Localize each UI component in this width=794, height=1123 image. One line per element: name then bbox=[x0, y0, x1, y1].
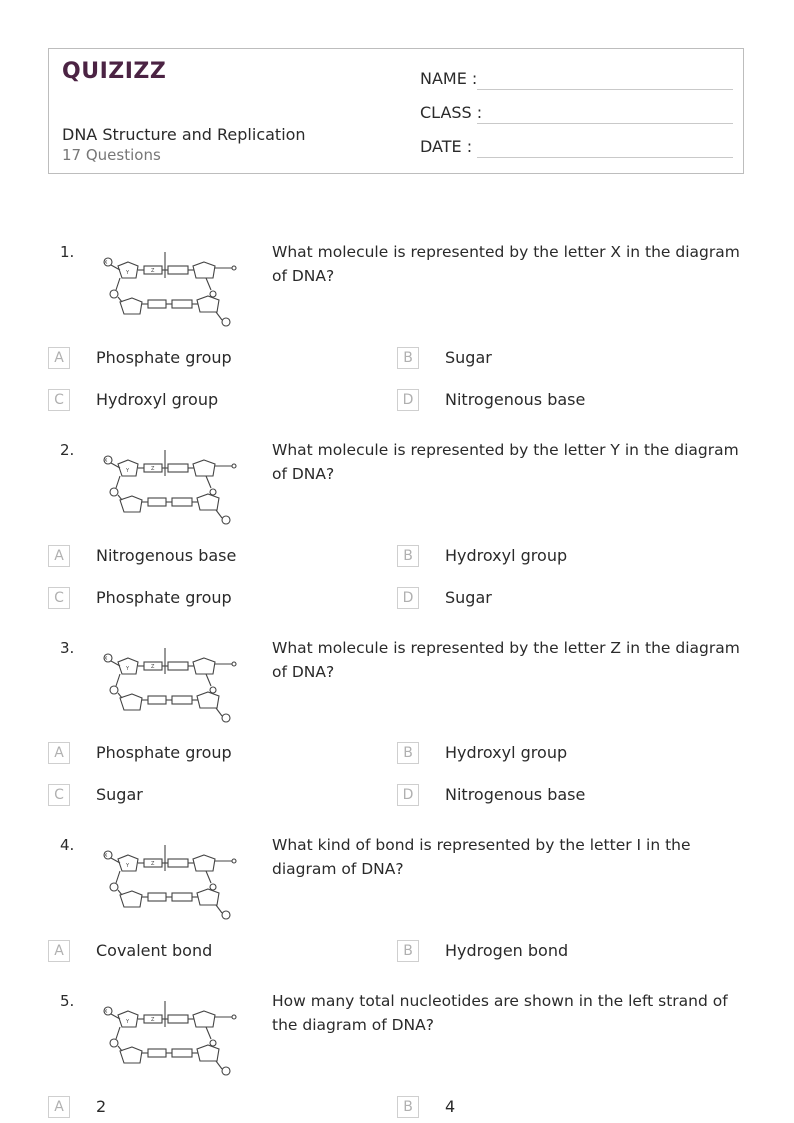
quizizz-logo: QUIZIZZ bbox=[62, 59, 167, 84]
date-label: DATE : bbox=[420, 137, 473, 156]
diagram-label-x: X bbox=[104, 656, 108, 662]
option-letter-box[interactable]: C bbox=[48, 389, 70, 411]
diagram-label-x: X bbox=[104, 458, 108, 464]
option-letter-box[interactable]: A bbox=[48, 940, 70, 962]
option-letter-box[interactable]: C bbox=[48, 587, 70, 609]
diagram-label-x: X bbox=[104, 1009, 108, 1015]
option-letter-box[interactable]: B bbox=[397, 1096, 419, 1118]
option-letter-box[interactable]: A bbox=[48, 545, 70, 567]
option-letter-box[interactable]: B bbox=[397, 545, 419, 567]
option-text: Hydroxyl group bbox=[445, 743, 568, 762]
option-text: Phosphate group bbox=[96, 348, 232, 367]
diagram-label-y: Y bbox=[126, 468, 130, 474]
diagram-label-y: Y bbox=[126, 666, 130, 672]
option-letter-box[interactable]: A bbox=[48, 742, 70, 764]
diagram-label-z: Z bbox=[151, 466, 155, 472]
option-letter-box[interactable]: B bbox=[397, 742, 419, 764]
option-letter-box[interactable]: D bbox=[397, 389, 419, 411]
worksheet-header bbox=[48, 48, 744, 174]
question-number: 3. bbox=[60, 639, 75, 657]
question-text: What molecule is represented by the letter X in the diagram of DNA? bbox=[272, 243, 740, 285]
option-text: Hydroxyl group bbox=[96, 390, 219, 409]
dna-diagram bbox=[98, 644, 258, 726]
question-text: What molecule is represented by the letter Y in the diagram of DNA? bbox=[272, 441, 739, 483]
question-diagram bbox=[98, 997, 258, 1083]
question-diagram bbox=[98, 841, 258, 927]
question-text: How many total nucleotides are shown in the left strand of the diagram of DNA? bbox=[272, 992, 728, 1034]
option-text: Phosphate group bbox=[96, 743, 232, 762]
dna-diagram bbox=[98, 248, 258, 330]
option-text: Hydroxyl group bbox=[445, 546, 568, 565]
diagram-label-z: Z bbox=[151, 268, 155, 274]
option-text: Sugar bbox=[445, 348, 492, 367]
diagram-label-y: Y bbox=[126, 1019, 130, 1025]
name-label: NAME : bbox=[420, 69, 478, 88]
question-diagram bbox=[98, 248, 258, 334]
diagram-label-z: Z bbox=[151, 861, 155, 867]
option-text: Phosphate group bbox=[96, 588, 232, 607]
option-letter-box[interactable]: B bbox=[397, 347, 419, 369]
option-letter-box[interactable]: B bbox=[397, 940, 419, 962]
date-line bbox=[477, 157, 733, 158]
option-text: Covalent bond bbox=[96, 941, 213, 960]
question-count: 17 Questions bbox=[62, 146, 161, 164]
question-number: 2. bbox=[60, 441, 75, 459]
question-number: 4. bbox=[60, 836, 75, 854]
worksheet-title: DNA Structure and Replication bbox=[62, 125, 306, 144]
option-text: Hydrogen bond bbox=[445, 941, 569, 960]
question-number: 5. bbox=[60, 992, 75, 1010]
option-letter-box[interactable]: D bbox=[397, 587, 419, 609]
option-letter-box[interactable]: A bbox=[48, 1096, 70, 1118]
dna-diagram bbox=[98, 997, 258, 1079]
diagram-label-y: Y bbox=[126, 863, 130, 869]
dna-diagram bbox=[98, 446, 258, 528]
question-diagram bbox=[98, 644, 258, 730]
option-text: Nitrogenous base bbox=[445, 785, 586, 804]
diagram-label-z: Z bbox=[151, 1017, 155, 1023]
option-letter-box[interactable]: D bbox=[397, 784, 419, 806]
diagram-label-x: X bbox=[104, 260, 108, 266]
option-text: 2 bbox=[96, 1097, 107, 1116]
option-text: Sugar bbox=[445, 588, 492, 607]
option-text: Sugar bbox=[96, 785, 143, 804]
name-line bbox=[477, 89, 733, 90]
question-diagram bbox=[98, 446, 258, 532]
option-letter-box[interactable]: A bbox=[48, 347, 70, 369]
option-text: Nitrogenous base bbox=[96, 546, 237, 565]
diagram-label-z: Z bbox=[151, 664, 155, 670]
dna-diagram bbox=[98, 841, 258, 923]
question-text: What molecule is represented by the letter Z in the diagram of DNA? bbox=[272, 639, 740, 681]
option-text: 4 bbox=[445, 1097, 456, 1116]
class-line bbox=[477, 123, 733, 124]
question-number: 1. bbox=[60, 243, 75, 261]
class-label: CLASS : bbox=[420, 103, 483, 122]
diagram-label-x: X bbox=[104, 853, 108, 859]
diagram-label-y: Y bbox=[126, 270, 130, 276]
question-text: What kind of bond is represented by the letter I in the diagram of DNA? bbox=[272, 836, 691, 878]
option-letter-box[interactable]: C bbox=[48, 784, 70, 806]
option-text: Nitrogenous base bbox=[445, 390, 586, 409]
